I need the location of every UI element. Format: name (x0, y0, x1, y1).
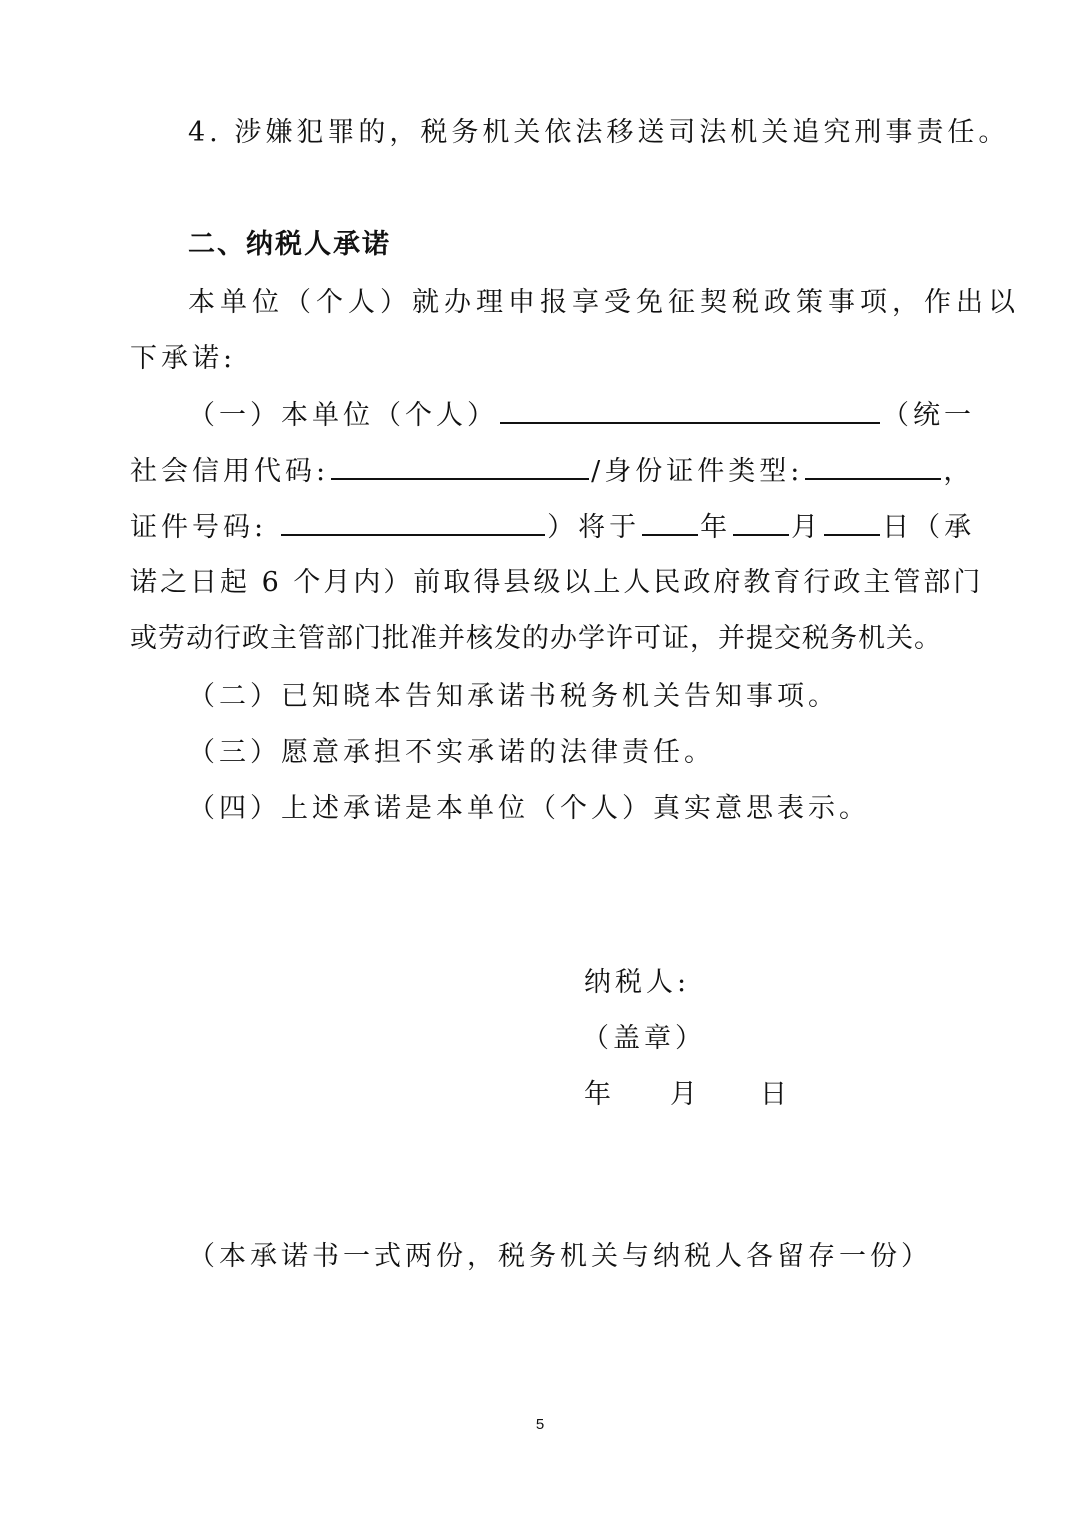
penalty-item-4: 4. 涉嫌犯罪的，税务机关依法移送司法机关追究刑事责任。 (188, 117, 1010, 148)
commitment-1-line-3 (130, 510, 975, 545)
commitment-1-line-5: 或劳动行政主管部门批准并核发的办学许可证，并提交税务机关。 (130, 623, 942, 654)
id-type-blank[interactable] (805, 454, 941, 480)
commitment-4: （四）上述承诺是本单位（个人）真实意思表示。 (188, 793, 870, 824)
footer-note: （本承诺书一式两份，税务机关与纳税人各留存一份） (188, 1241, 932, 1272)
page-number: 5 (535, 1416, 545, 1433)
date-year-label: 年 (584, 1079, 615, 1110)
id-type-label: /身份证件类型: (591, 456, 804, 487)
unit-name-blank[interactable] (500, 398, 880, 424)
date-day-label: 日 (760, 1079, 791, 1110)
intro-line-2: 下承诺: (130, 343, 237, 374)
unified-code-open: （统一 (882, 400, 975, 431)
date-month-label: 月 (670, 1079, 701, 1110)
day-blank[interactable] (824, 510, 880, 536)
month-blank[interactable] (733, 510, 789, 536)
commitment-3: （三）愿意承担不实承诺的法律责任。 (188, 737, 715, 768)
id-number-blank[interactable] (281, 510, 545, 536)
intro-line-1: 本单位（个人）就办理申报享受免征契税政策事项，作出以 (188, 287, 1020, 318)
commitment-1-line-1 (188, 398, 975, 433)
commitment-1-label: （一）本单位（个人） (188, 400, 498, 431)
deadline-label: ）将于 (547, 512, 641, 543)
year-blank[interactable] (642, 510, 698, 536)
seal-label: （盖章） (582, 1023, 706, 1054)
credit-code-label: 社会信用代码: (130, 456, 330, 487)
id-number-label: 证件号码: (130, 512, 268, 543)
section-heading-taxpayer-commitment: 二、纳税人承诺 (188, 229, 391, 260)
day-label: 日（承 (882, 512, 976, 543)
commitment-1-line-4: 诺之日起 6 个月内）前取得县级以上人民政府教育行政主管部门 (130, 567, 984, 598)
month-label: 月 (791, 512, 823, 543)
taxpayer-label: 纳税人: (584, 967, 691, 998)
credit-code-blank[interactable] (331, 454, 589, 480)
year-label: 年 (700, 512, 732, 543)
commitment-1-line-2 (130, 454, 974, 489)
commitment-2: （二）已知晓本告知承诺书税务机关告知事项。 (188, 681, 839, 712)
comma: ， (943, 456, 975, 487)
